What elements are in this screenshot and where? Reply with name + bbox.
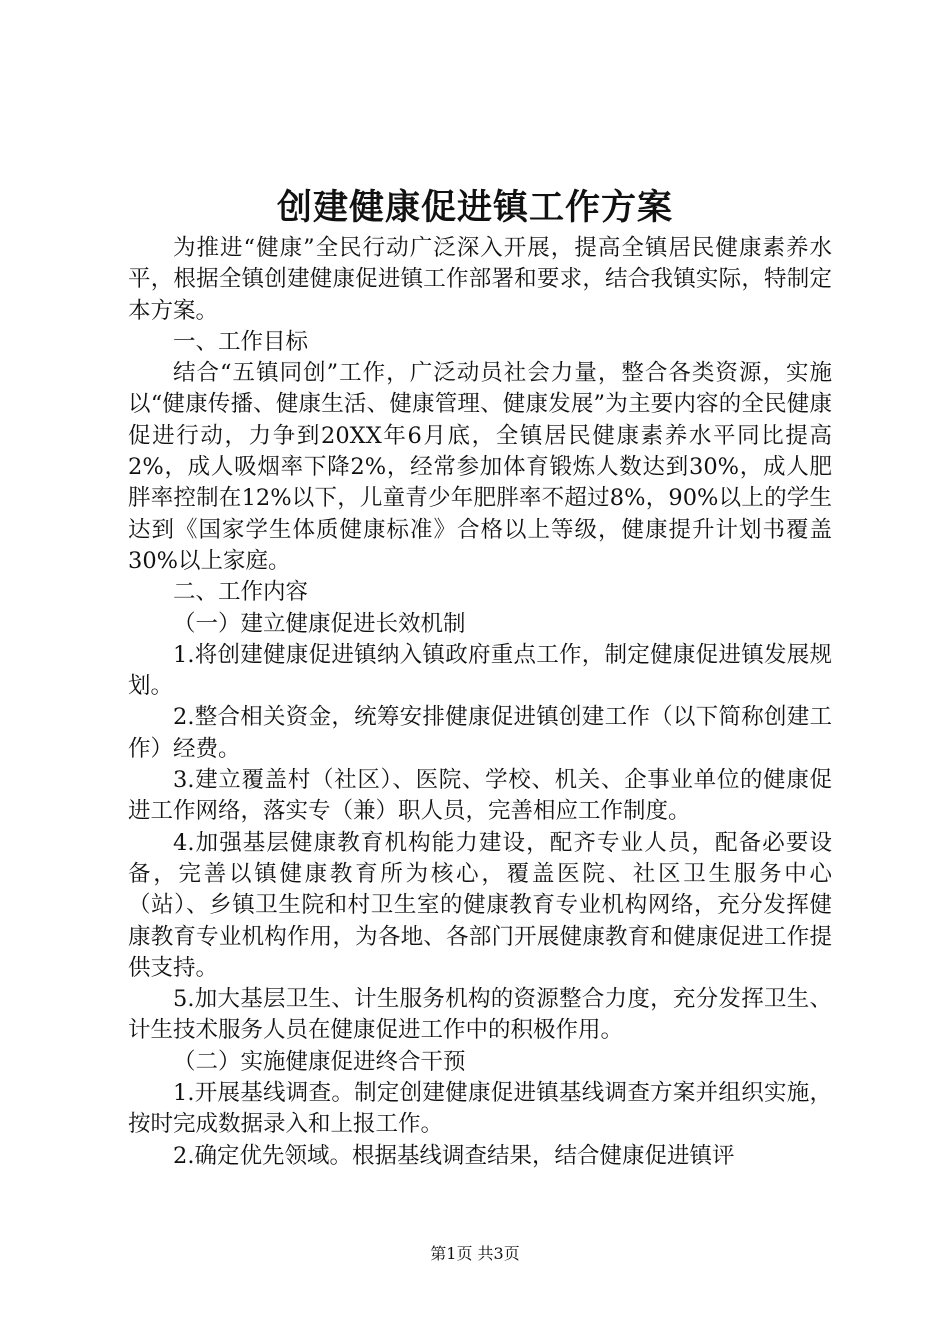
subheading-intervention: （二）实施健康促进终合干预 bbox=[173, 1048, 466, 1075]
subheading-mechanism: （一）建立健康促进长效机制 bbox=[173, 610, 466, 637]
heading-section-2: 二、工作内容 bbox=[173, 579, 309, 606]
paragraph-item-3: 3.建立覆盖村（社区）、医院、学校、机关、企事业单位的健康促进工作网络，落实专（兼）职人员，完善相应工作制度。 bbox=[128, 767, 832, 825]
paragraph-intro: 为推进“健康”全民行动广泛深入开展，提高全镇居民健康素养水平，根据全镇创建健康促进镇工作部署和要求，结合我镇实际，特制定本方案。 bbox=[128, 235, 832, 324]
paragraph-item-5: 5.加大基层卫生、计生服务机构的资源整合力度，充分发挥卫生、计生技术服务人员在健康促进工作中的积极作用。 bbox=[128, 986, 832, 1044]
paragraph-goals: 结合“五镇同创”工作，广泛动员社会力量，整合各类资源，实施以“健康传播、健康生活、健康管理、健康发展”为主要内容的全民健康促进行动，力争到20XX年6月底，全镇居民健康素养水平同比提高2%，成人吸烟率下降2%，经常参加体育锻炼人数达到30%，成人肥胖率控制在12%以下，儿童青少年肥胖率不超过8%，90%以上的学生达到《国家学生体质健康标准》合格以上等级，健康提升计划书覆盖30%以上家庭。 bbox=[128, 360, 832, 574]
paragraph-intervention-1: 1.开展基线调查。制定创建健康促进镇基线调查方案并组织实施，按时完成数据录入和上报工作。 bbox=[128, 1080, 832, 1138]
document-title: 创建健康促进镇工作方案 bbox=[276, 187, 673, 228]
paragraph-intervention-2: 2.确定优先领域。根据基线调查结果，结合健康促进镇评 bbox=[173, 1142, 735, 1169]
paragraph-item-4: 4.加强基层健康教育机构能力建设，配齐专业人员，配备必要设备，完善以镇健康教育所为核心，覆盖医院、社区卫生服务中心（站）、乡镇卫生院和村卫生室的健康教育专业机构网络，充分发挥健康教育专业机构作用，为各地、各部门开展健康教育和健康促进工作提供支持。 bbox=[128, 829, 832, 981]
page-footer: 第1页 共3页 bbox=[430, 1244, 520, 1263]
heading-section-1: 一、工作目标 bbox=[173, 328, 309, 355]
document-body bbox=[128, 233, 832, 1172]
paragraph-item-2: 2.整合相关资金，统筹安排健康促进镇创建工作（以下简称创建工作）经费。 bbox=[128, 704, 832, 762]
paragraph-item-1: 1.将创建健康促进镇纳入镇政府重点工作，制定健康促进镇发展规划。 bbox=[128, 641, 832, 700]
